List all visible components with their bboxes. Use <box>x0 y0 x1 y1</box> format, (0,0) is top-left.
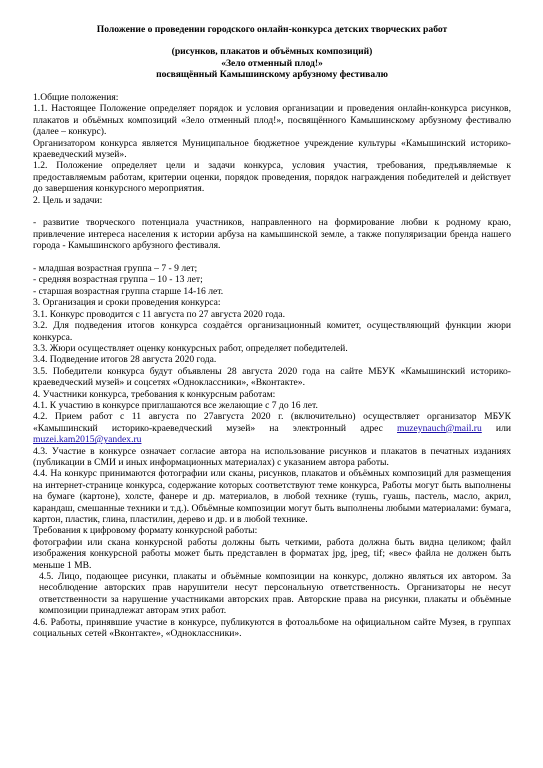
age-group-junior: - младшая возрастная группа – 7 - 9 лет; <box>33 263 198 275</box>
spacer <box>33 206 511 217</box>
spacer <box>33 81 511 92</box>
email-link-muzeynauch[interactable]: muzeynauch@mail.ru <box>397 422 482 434</box>
paragraph-organizer: Организатором конкурса является Муниципальное бюджетное учреждение культуры «Камышинский историко-краеведческий музей». <box>33 137 511 161</box>
requirements-text: фотографии или скана конкурсной работы должны быть четкими, работа должна быть видна целиком; файл изображения конкурсной работы может быть представлен в форматах jpg, jpeg, tif; «вес» файла не должен быть меньше 1 MB. <box>33 536 511 571</box>
or-text: или <box>481 422 511 434</box>
paragraph-4-4: 4.4. На конкурс принимаются фотографии или сканы, рисунков, плакатов и объёмных композиций для размещения на интернет-странице конкурса, содержание которых соответствуют теме конкурса, Работы могут быть выполнены на бумаге (картоне), холсте, фанере и др. материалов, в любой технике (тушь, гуашь, пастель, масло, акрил, карандаш, смешанные техники и т.д.). Объёмные композиции могут быть выполнены любыми материалами: бумага, картон, пластик, глина, пластилин, дерево и др. и в любой технике. <box>33 468 511 526</box>
document-title-line1: Положение о проведении городского онлайн-конкурса детских творческих работ <box>96 24 448 35</box>
paragraph-goal: - развитие творческого потенциала участников, направленного на формирование любви к родному краю, привлечение интереса населения к истории арбуза на камышинской земле, а также популяризации бренда нашего города - Камышинского арбузного фестиваля. <box>33 217 511 252</box>
paragraph-4-3: 4.3. Участие в конкурсе означает согласие автора на использование рисунков и плакатов в печатных изданиях (публикации в СМИ и иных информационных материалах) с указанием автора работы. <box>33 445 511 468</box>
paragraph-4-2-text: 4.2. Прием работ с 11 августа по 27августа 2020 г. (включительно) осуществляет организатор МБУК «Камышинский историко-краеведческий музей» на электронный адрес <box>33 411 511 434</box>
paragraph-1-1: 1.1. Настоящее Положение определяет порядок и условия организации и проведения онлайн-конкурса рисунков, плакатов и объёмных композиций «Зело отменный плод!», посвящённого Камышинскому арбузному фестивалю (далее – конкурс). <box>33 103 511 138</box>
section-1-heading: 1.Общие положения: <box>33 92 119 104</box>
document-page <box>33 24 511 639</box>
age-group-senior: - старшая возрастная группа старше 14-16 лет. <box>33 285 224 297</box>
paragraph-4-5: 4.5. Лицо, подающее рисунки, плакаты и объёмные композиции на конкурс, должно являться их автором. За несоблюдение авторских прав нарушители несут персональную ответственность. Организаторы не несут ответственности за нарушение участниками авторских прав. Авторские права на рисунки, плакаты и объёмные композиции принадлежат авторам этих работ. <box>39 571 511 617</box>
paragraph-4-6: 4.6. Работы, принявшие участие в конкурсе, публикуются в фотоальбоме на официальном сайте Музея, в группах социальных сетей «Вконтакте», «Одноклассники». <box>33 616 511 640</box>
age-group-middle: - средняя возрастная группа – 10 - 13 лет; <box>33 274 203 286</box>
requirements-heading: Требования к цифровому формату конкурсной работы: <box>33 525 258 537</box>
document-title-line3: «Зело отменный плод!» <box>221 57 323 69</box>
section-3-heading: 3. Организация и сроки проведения конкурса: <box>33 297 221 309</box>
document-title-line2: (рисунков, плакатов и объёмных композиций) <box>171 46 373 58</box>
paragraph-3-1: 3.1. Конкурс проводится с 11 августа по 27 августа 2020 года. <box>33 308 285 320</box>
section-2-heading: 2. Цель и задачи: <box>33 194 103 206</box>
paragraph-3-3: 3.3. Жюри осуществляет оценку конкурсных работ, определяет победителей. <box>33 342 348 354</box>
document-title-line4: посвящённый Камышинскому арбузному фестивалю <box>156 69 388 81</box>
paragraph-3-4: 3.4. Подведение итогов 28 августа 2020 года. <box>33 354 217 366</box>
paragraph-3-5: 3.5. Победители конкурса будут объявлены 28 августа 2020 года на сайте МБУК «Камышинский историко-краеведческий музей» и соцсетях «Одноклассники», «Вконтакте». <box>33 365 511 389</box>
section-4-heading: 4. Участники конкурса, требования к конкурсным работам: <box>33 388 276 400</box>
paragraph-3-2: 3.2. Для подведения итогов конкурса создаётся организационный комитет, осуществляющий функции жюри конкурса. <box>33 320 511 343</box>
email-link-muzei-kam[interactable]: muzei.kam2015@yandex.ru <box>33 434 142 446</box>
paragraph-4-1: 4.1. К участию в конкурсе приглашаются все желающие с 7 до 16 лет. <box>33 399 318 411</box>
paragraph-1-2: 1.2. Положение определяет цели и задачи конкурса, условия участия, требования, предъявляемые к предоставляемым работам, критерии оценки, порядок проведения, порядок награждения победителей и действует до завершения конкурсного мероприятия. <box>33 160 511 195</box>
spacer <box>33 252 511 263</box>
paragraph-4-2 <box>33 411 511 445</box>
